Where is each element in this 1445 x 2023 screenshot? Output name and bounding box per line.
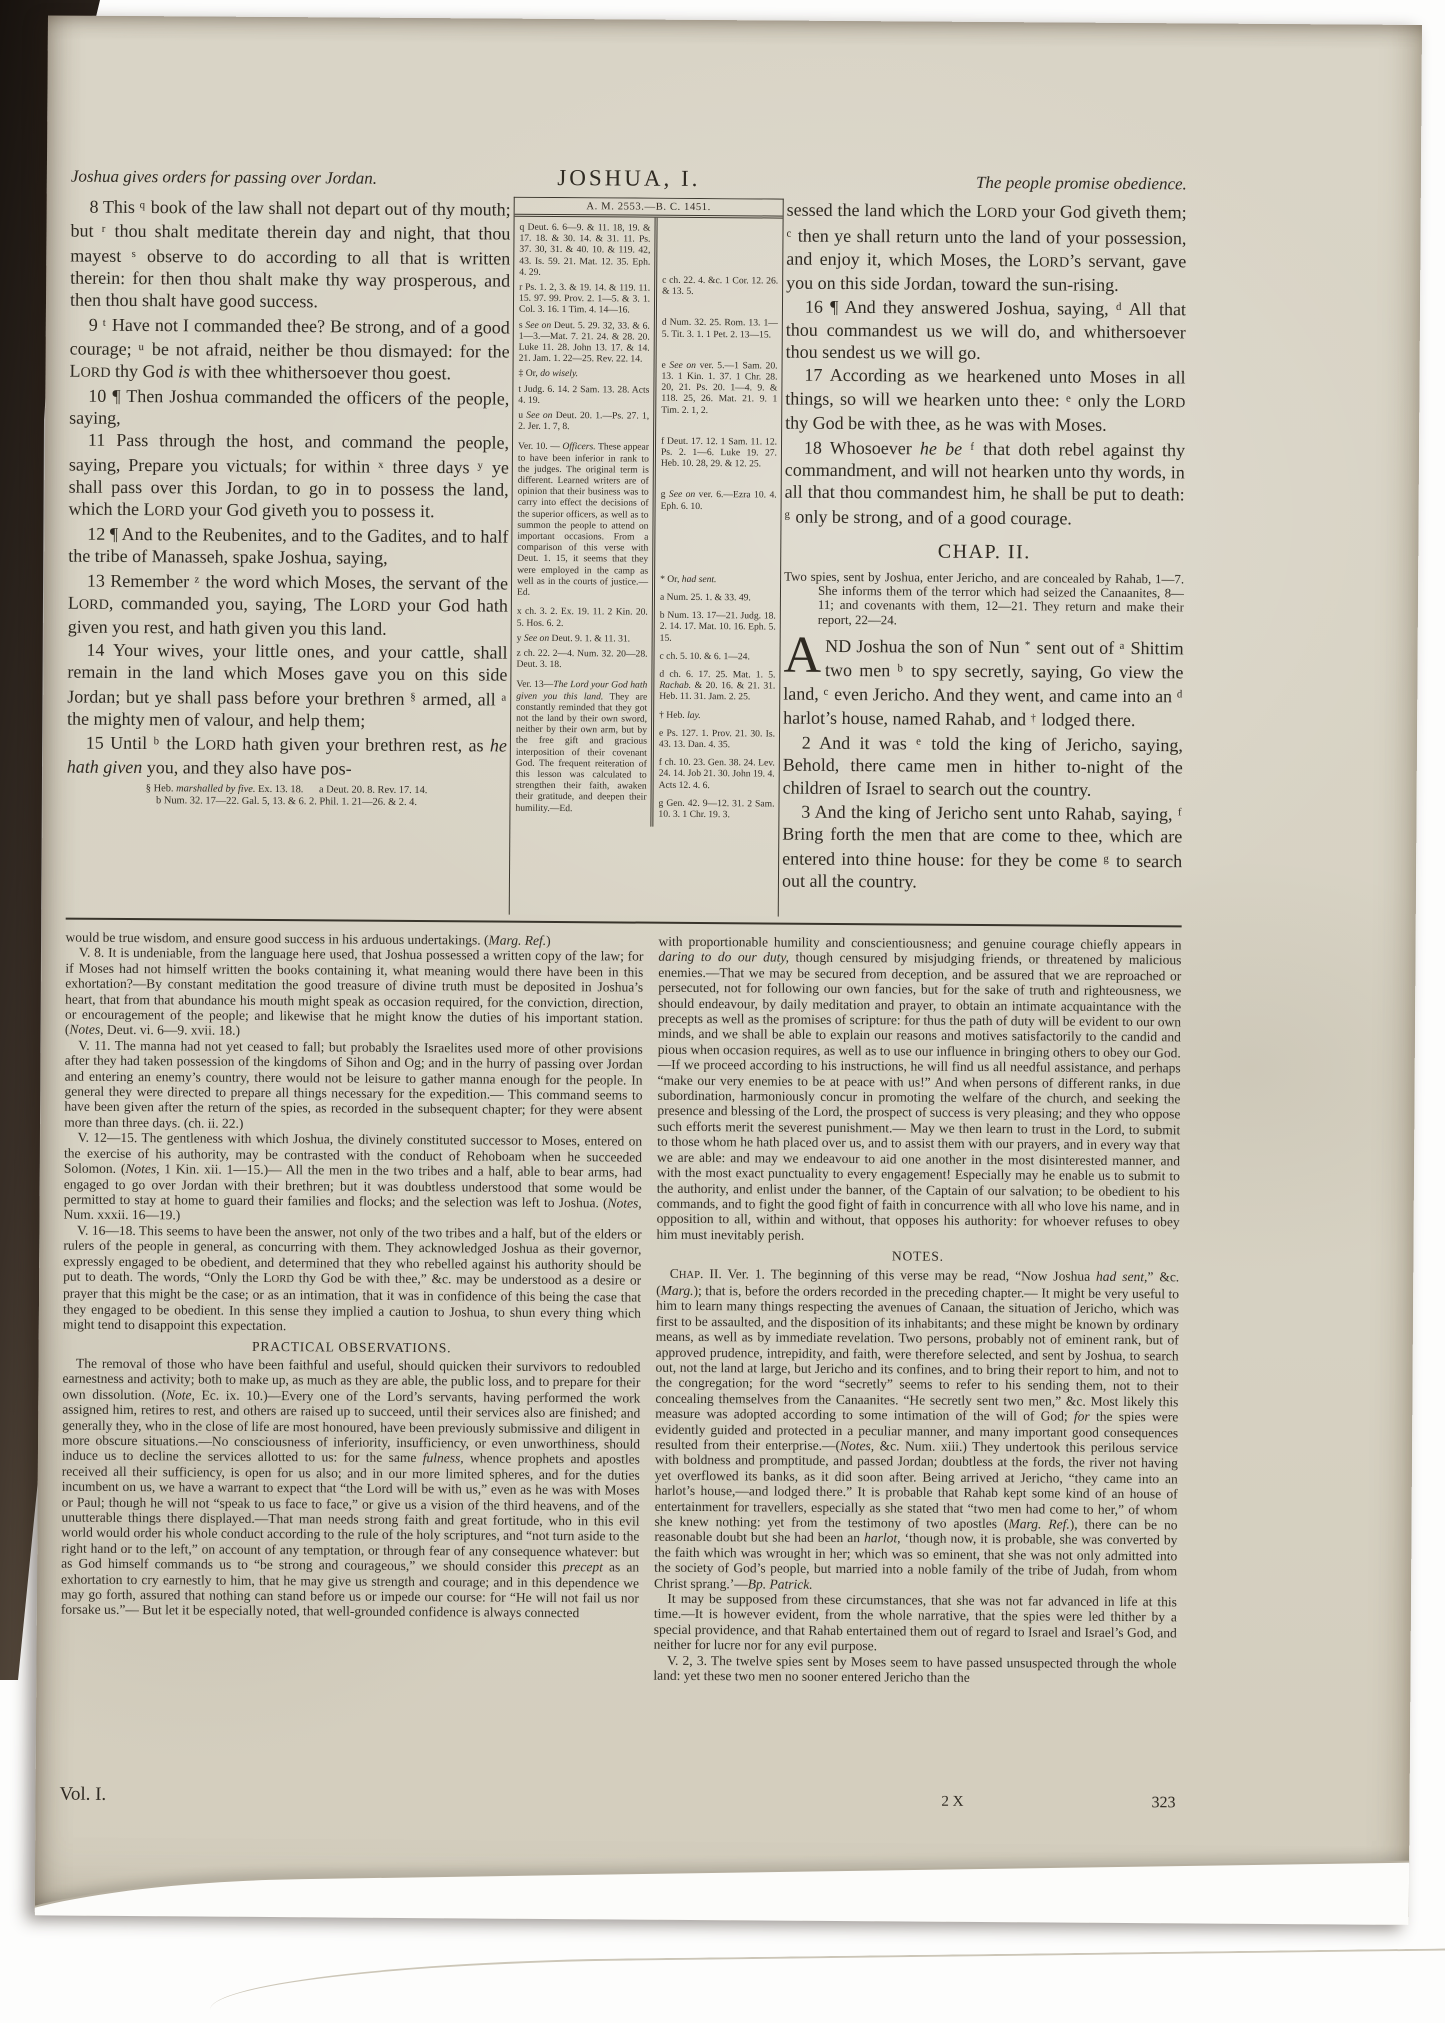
reference-entry: * Or, had sent. bbox=[660, 573, 717, 585]
reference-list-left bbox=[510, 217, 654, 827]
reference-entry: y See on Deut. 9. 1. & 11. 31. bbox=[516, 632, 631, 645]
scripture-left-column bbox=[66, 194, 511, 919]
reference-entry: c ch. 5. 10. & 6. 1—24. bbox=[659, 650, 750, 663]
reference-subcolumns bbox=[510, 217, 782, 828]
volume-label: Vol. I. bbox=[59, 1783, 107, 1805]
verse-paragraph: sessed the land which the LORD your God giveth them; $^c$ then ye shall return unto the land of your possession, and enjoy it, which Moses, the LORD’s servant, gave you on this side Jordan, toward the sun-rising. bbox=[786, 199, 1187, 296]
notes-paragraphs bbox=[653, 1265, 1179, 1687]
commentary-paragraph: It may be supposed from these circumstances, that she was not far advanced in life at this time.—It is however evident, from the whole narrative, that the spies were led thither by a special providence, and that Rahab entertained them out of regard to Israel and Israel’s God, and neither for lucre nor for any evil purpose. bbox=[653, 1590, 1178, 1654]
verse-paragraph: 9 $^t$ Have not I commanded thee? Be strong, and of a good courage; $^u$ be not afraid, neither be thou dismayed: for the LORD thy God is with thee whithersoever thou goest. bbox=[69, 314, 510, 384]
running-head-left: Joshua gives orders for passing over Jordan. bbox=[70, 166, 378, 188]
verse-paragraph: 10 ¶ Then Joshua commanded the officers of the people, saying, bbox=[69, 385, 510, 428]
drop-cap: A bbox=[783, 626, 822, 684]
footnote-block bbox=[66, 782, 506, 810]
practical-observations-heading: PRACTICAL OBSERVATIONS. bbox=[251, 1338, 452, 1355]
verse-text: ND Joshua the son of Nun * sent out of $^a$ Shittim two men $^b$ to spy secretly, saying, Go view the land, $^c$ even Jericho. And they went, and came into an $^d$ harlot’s house, named Rahab, and † lodged there. bbox=[783, 635, 1184, 731]
book-page bbox=[35, 15, 1422, 1925]
page-number: 323 bbox=[1151, 1794, 1176, 1812]
reference-entry: a Num. 25. 1. & 33. 49. bbox=[659, 591, 751, 604]
page-footer bbox=[60, 1784, 1176, 1814]
scripture-section bbox=[66, 194, 1187, 924]
printer-signature: 2 X bbox=[941, 1793, 964, 1810]
chapter-summary: Two spies, sent by Joshua, enter Jericho, and are concealed by Rahab, 1—7. She informs them of the terror which had seized the Canaanites, 8—11; and covenants with them, 12—21. They return and make their report, 22—24. bbox=[784, 569, 1185, 627]
commentary-paragraphs-right bbox=[656, 934, 1181, 1246]
verse-list-left bbox=[67, 194, 511, 782]
reference-list-right bbox=[650, 218, 782, 828]
reference-entry: d Num. 32. 25. Rom. 13. 1—5. Tit. 3. 1. 1 Pet. 2. 13—15. bbox=[661, 317, 778, 341]
commentary-paragraph: would be true wisdom, and ensure good success in his arduous undertakings. (Marg. Ref.) bbox=[65, 929, 551, 948]
reference-entry: b Num. 13. 17—21. Judg. 18. 2. 14. 17. Mat. 10. 16. Eph. 5. 15. bbox=[659, 609, 776, 644]
reference-entry: c ch. 22. 4. &c. 1 Cor. 12. 26. & 13. 5. bbox=[662, 274, 779, 298]
under-page-edge bbox=[210, 1948, 1445, 2023]
running-head-right: The people promise obedience. bbox=[975, 172, 1187, 194]
reference-entry: x ch. 3. 2. Ex. 19. 11. 2 Kin. 20. 5. Hos. 6. 2. bbox=[516, 606, 648, 629]
verse-paragraph: 13 Remember $^z$ the word which Moses, the servant of the LORD, commanded you, saying, The LORD your God hath given you rest, and hath given you this land. bbox=[67, 570, 509, 640]
verse-paragraph bbox=[783, 626, 1184, 732]
footnote-line: § Heb. marshalled by five. Ex. 13. 18. a Deut. 20. 8. Rev. 17. 14. bbox=[145, 783, 428, 796]
commentary-section bbox=[60, 930, 1181, 1687]
running-head-center: JOSHUA, I. bbox=[557, 165, 701, 191]
verse-list-right bbox=[784, 199, 1186, 531]
commentary-paragraph: V. 16—18. This seems to have been the answer, not only of the two tribes and a half, but of the elders or rulers of the people in general, as concurring with them. They acknowledged Joshua as their governor, expressly engaged to be obedient, and determined that they who rebelled against his authority should be put to death. The words, “Only the LORD thy God be with thee,” &c. may be understood as a desire or prayer that this might be the case; or as an intimation, that it was in confidence of this being the case that they engaged to be obedient. In this sense they implied a caution to Joshua, to shun every thing which might tend to disappoint this expectation. bbox=[62, 1222, 642, 1334]
scripture-right-column bbox=[782, 199, 1187, 924]
reference-entry: f ch. 10. 23. Gen. 38. 24. Lev. 24. 14. Job 21. 30. John 19. 4. Acts 12. 4. 6. bbox=[658, 757, 775, 791]
commentary-paragraph: CHAP. II. Ver. 1. The beginning of this verse may be read, “Now Joshua had sent,” &c. (Marg.); that is, before the orders recorded in the preceding chapter.— It might be very useful to him to learn many things respecting the avenues of Canaan, the situation of Jericho, which was first to be assaulted, and the disposition of its inhabitants; and these might be known by ordinary means, as well as by immediate revelation. Two persons, probably not of eminent rank, but of approved prudence, intrepidity, and faith, were therefore selected, and sent by Joshua, to search out, not the land at large, but Jericho and its confines, and to bring their report to him, and not to the congregation; for the word “secretly” seems to refer to his sending them, not to their concealing themselves from the Canaanites. “He secretly sent two men,” &c. Most likely this measure was adopted according to some intimation of the will of God; for the spies were evidently guided and protected in a peculiar manner, and many important good consequences resulted from their enterprise.—(Notes, &c. Num. xiii.) They undertook this perilous service with boldness and promptitude, and passed Jordan; doubtless at the fords, the river not having yet overflowed its banks, as it did soon after. Being arrived at Jericho, “they came into an harlot’s house,—and lodged there.” It is probable that Rahab kept some kind of an house of entertainment for travellers, especially as she stated that “two men had come to her,” of whom she knew nothing: yet from the testimony of two apostles (Marg. Ref.), there can be no reasonable doubt but she had been an harlot, ‘though now, it is probable, she was converted by the faith which was wrought in her; which was so eminent, that she was not only admitted into the society of God’s people, but married into a noble family of the tribe of Judah, from whom Christ sprang.’—Bp. Patrick. bbox=[654, 1265, 1180, 1592]
verse-paragraph: 12 ¶ And to the Reubenites, and to the Gadites, and to half the tribe of Manasseh, spake Joshua, saying, bbox=[68, 523, 509, 569]
commentary-right-column bbox=[653, 934, 1181, 1687]
reference-entry: Ver. 10. — Officers. These appear to have been inferior in rank to the judges. The original term is different. Learned writers are of opinion that their business was to carry into effect the decisions of the superior officers, as well as to summon the people to attend on important occasions. From a comparison of this verse with Deut. 1. 15, it seems that they were employed in the camp as well as in the courts of justice.—Ed. bbox=[516, 441, 650, 598]
reference-entry: g See on ver. 6.—Ezra 10. 4. Eph. 6. 10. bbox=[660, 489, 777, 512]
commentary-paragraph: The removal of those who have been faithful and useful, should quicken their survivors to redoubled earnestness and activity; both to make up, as much as they are able, the public loss, and to prepare for their own dissolution. (Note, Ec. ix. 10.)—Every one of the Lord’s servants, having performed the work assigned him, retires to rest, and others are raised up to succeed, until their services also are finished; and generally they, who in the close of life are most honoured, have been previously submissive and diligent in more obscure situations.—No consciousness of inferiority, insufficiency, or even unworthiness, should induce us to decline the services allotted to us: for the same fulness, whence prophets and apostles received all their sufficiency, is open for us also; and in our more limited spheres, and for the duties incumbent on us, we have a warrant to expect that “the Lord will be with us,” even as he was with Moses or Paul; though he will not “speak to us face to face,” or give us a vision of the third heavens, and of the unutterable things there displayed.—That man needs strong faith and great fortitude, who in this evil world would order his whole conduct according to the rule of the holy scriptures, and “not turn aside to the right hand or to the left,” on account of any temptation, or through fear of any consequence whatever: but as God himself commands us to “be strong and courageous,” we should consider this precept as an exhortation to cry earnestly to him, that he may give us strength and courage; and in this dependence we may go forth, assured that nothing can stand before us or impede our course: for “He will not fail us nor forsake us.”— But let it be especially noted, that well-grounded confidence is always connected bbox=[60, 1355, 641, 1621]
verse-paragraph: 18 Whosoever he be $^f$ that doth rebel against thy commandment, and will not hearken unto thy words, in all that thou commandest him, he shall be put to death: $^g$ only be strong, and of a good courage. bbox=[784, 437, 1186, 529]
page-curl bbox=[35, 1861, 1422, 1925]
running-heads bbox=[71, 162, 1187, 196]
commentary-paragraph: V. 12—15. The gentleness with which Joshua, the divinely constituted successor to Moses, entered on the exercise of his authority, may be contrasted with the conduct of Rehoboam when he succeeded Solomon. (Notes, 1 Kin. xii. 1—15.)— All the men in the two tribes and a half, able to bear arms, had engaged to go over Jordan with their brethren; but it was doubtless understood that some would be permitted to stay at home to guard their families and flocks; and the selection was left to Joshua. (Notes, Num. xxxii. 16—19.) bbox=[63, 1129, 643, 1223]
marginal-reference-column bbox=[509, 197, 784, 917]
practical-observations-paragraphs bbox=[61, 1356, 641, 1622]
reference-entry: z ch. 22. 2—4. Num. 32. 20—28. Deut. 3. 18. bbox=[516, 647, 648, 671]
reference-entry: d ch. 6. 17. 25. Mat. 1. 5. Rachab. & 20. 16. & 21. 31. Heb. 11. 31. Jam. 2. 25. bbox=[659, 668, 776, 703]
reference-entry: Ver. 13—The Lord your God hath given you this land. They are constantly reminded that they got not the land by their own sword, neither by their own arm, but by the free gift and gracious interposition of their covenant God. The frequent reiteration of this lesson was calculated to strengthen their faith, awaken their gratitude, and deepen their humility.—Ed. bbox=[515, 679, 648, 814]
verse-paragraph: 3 And the king of Jericho sent unto Rahab, saying, $^f$ Bring forth the men that are come to thee, which are entered into thine house: for they be come $^g$ to search out all the country. bbox=[781, 801, 1183, 892]
verse-paragraph: 11 Pass through the host, and command the people, saying, Prepare you victuals; for within $^x$ three days $^y$ ye shall pass over this Jordan, to go in to possess the land, which the LORD your God giveth you to possess it. bbox=[68, 430, 510, 522]
reference-entry: e See on ver. 5.—1 Sam. 20. 13. 1 Kin. 1. 37. 1 Chr. 28. 20, 21. Ps. 20. 1—4. 9. & 118. 25, 26. Mat. 21. 9. 1 Tim. 2. 1, 2. bbox=[661, 359, 778, 416]
chronology-header: A. M. 2553.—B. C. 1451. bbox=[515, 198, 783, 219]
reference-entry: e Ps. 127. 1. Prov. 21. 30. Is. 43. 13. Dan. 4. 35. bbox=[658, 727, 776, 751]
chapter-heading: CHAP. II. bbox=[937, 540, 1031, 564]
verse-paragraph: 2 And it was $^e$ told the king of Jericho, saying, Behold, there came men in hither to-night of the children of Israel to search out the country. bbox=[782, 732, 1184, 800]
verse-list-chap2 bbox=[782, 729, 1183, 894]
reference-entry: f Deut. 17. 12. 1 Sam. 11. 12. Ps. 2. 1—6. Luke 19. 27. Heb. 10. 28, 29. & 12. 25. bbox=[660, 435, 778, 470]
commentary-paragraph: V. 2, 3. The twelve spies sent by Moses seem to have passed unsuspected through the whole land: yet these two men no sooner entered Jericho than the bbox=[653, 1652, 1177, 1686]
reference-entry: ‡ Or, do wisely. bbox=[518, 368, 579, 380]
reference-entry: t Judg. 6. 14. 2 Sam. 13. 28. Acts 4. 19. bbox=[518, 383, 650, 406]
commentary-paragraphs-left bbox=[63, 930, 644, 1337]
notes-heading: NOTES. bbox=[891, 1248, 944, 1264]
commentary-left-column bbox=[60, 930, 643, 1684]
reference-entry: s See on Deut. 5. 29. 32, 33. & 6. 1—3.—Mat. 7. 21. 24. & 28. 20. Luke 11. 28. John 13. 17. & 14. 21. Jam. 1. 22—25. Rev. 22. 14. bbox=[518, 319, 650, 365]
reference-entry: g Gen. 42. 9—12. 31. 2 Sam. 10. 3. 1 Chr. 19. 3. bbox=[658, 797, 775, 821]
commentary-paragraph: V. 8. It is undeniable, from the language here used, that Joshua possessed a written copy of the law; for if Moses had not himself written the books containing it, what meaning would there have been in this exhortation?—By constant meditation the good treasure of divine truth must be deposited in Joshua’s heart, that from that abundance his mouth might speak as occasion required, for the conviction, direction, or encouragement of the people; and likewise that he might know the duties of his important station. (Notes, Deut. vi. 6—9. xvii. 18.) bbox=[64, 945, 644, 1039]
reference-entry: † Heb. lay. bbox=[659, 709, 701, 721]
footnote-line: b Num. 32. 17—22. Gal. 5, 13. & 6. 2. Phil. 1. 21—26. & 2. 4. bbox=[156, 795, 418, 809]
commentary-paragraph: V. 11. The manna had not yet ceased to fall; but probably the Israelites used more of other provisions after they had taken possession of the kingdoms of Sihon and Og; and in the hurry of passing over Jordan and entering an enemy’s country, there would not be leisure to gather manna enough for the people. In general they were directed to prepare all things necessary for the expedition.— This command seems to have been given after the return of the spies, as recorded in the subsequent chapter; for they were absent more than three days. (ch. ii. 22.) bbox=[64, 1037, 643, 1131]
commentary-paragraph: with proportionable humility and conscientiousness; and genuine courage chiefly appears in daring to do our duty, though censured by misjudging friends, or threatened by malicious enemies.—That we may be secured from deception, and be assured that we are reproached or persecuted, not for following our own fancies, but for the sake of truth and righteousness, we should endeavour, by daily meditation and prayer, to obtain an intimate acquaintance with the precepts as well as the promises of scripture: for thus the path of duty will be evident to our own minds, and we shall be able to explain our reasons and motives satisfactorily to the candid and pious when occasion requires, as well as to use our influence in bringing others to obey our God.—If we proceed according to his instructions, he will find us all needful assistance, and perhaps “make our very enemies to be at peace with us!” And when persons of different ranks, in due subordination, harmoniously concur in promoting the welfare of the church, and seeking the presence and blessing of the Lord, the prospect of success is very pleasing; and they who oppose such efforts merit the severest punishment.— May we then learn to trust in the Lord, to submit to those whom he hath placed over us, and to assist them with our prayers, and in every way that we are able: and may we endeavour to aid one another in the most disinterested manner, and with the most exact punctuality to every engagement! Especially may he enable us to submit to the authority, and enlist under the banner, of the Captain of our salvation; to be obedient to his commands, and to fight the good fight of faith in concurrence with all who love his name, and in opposition to all, within and without, that opposes his authority: for whoever refuses to obey him must inevitably perish. bbox=[656, 933, 1182, 1243]
reference-entry: r Ps. 1. 2, 3. & 19. 14. & 119. 11. 15. 97. 99. Prov. 2. 1—5. & 3. 1. Col. 3. 16. 1 Tim. 4. 14—16. bbox=[518, 281, 651, 316]
verse-paragraph: 14 Your wives, your little ones, and your cattle, shall remain in the land which Moses gave you on this side Jordan; but ye shall pass before your brethren § armed, all $^a$ the mighty men of valour, and help them; bbox=[67, 639, 508, 731]
verse-paragraph: 15 Until $^b$ the LORD hath given your brethren rest, as he hath given you, and they also have pos- bbox=[66, 732, 507, 780]
verse-paragraph: 17 According as we hearkened unto Moses in all things, so will we hearken unto thee: $^e$ only the LORD thy God be with thee, as he was with Moses. bbox=[785, 364, 1186, 436]
verse-paragraph: 16 ¶ And they answered Joshua, saying, $^d$ All that thou commandest us we will do, and whithersoever thou sendest us we will go. bbox=[785, 297, 1187, 364]
reference-entry: u See on Deut. 20. 1.—Ps. 27. 1, 2. Jer. 1. 7, 8. bbox=[518, 409, 650, 433]
verse-paragraph: 8 This $^q$ book of the law shall not depart out of thy mouth; but $^r$ thou shalt meditate therein day and night, that thou mayest $^s$ observe to do according to all that is written therein: for then thou shalt make thy way prosperous, and then thou shalt have good success. bbox=[69, 196, 511, 312]
page-content bbox=[59, 16, 1188, 1812]
reference-entry: q Deut. 6. 6—9. & 11. 18, 19. & 17. 18. & 30. 14. & 31. 11. Ps. 37. 30, 31. & 40. 10. & 119. 42, 43. Is. 59. 21. Mat. 12. 35. Eph. 4. 29. bbox=[519, 221, 651, 278]
